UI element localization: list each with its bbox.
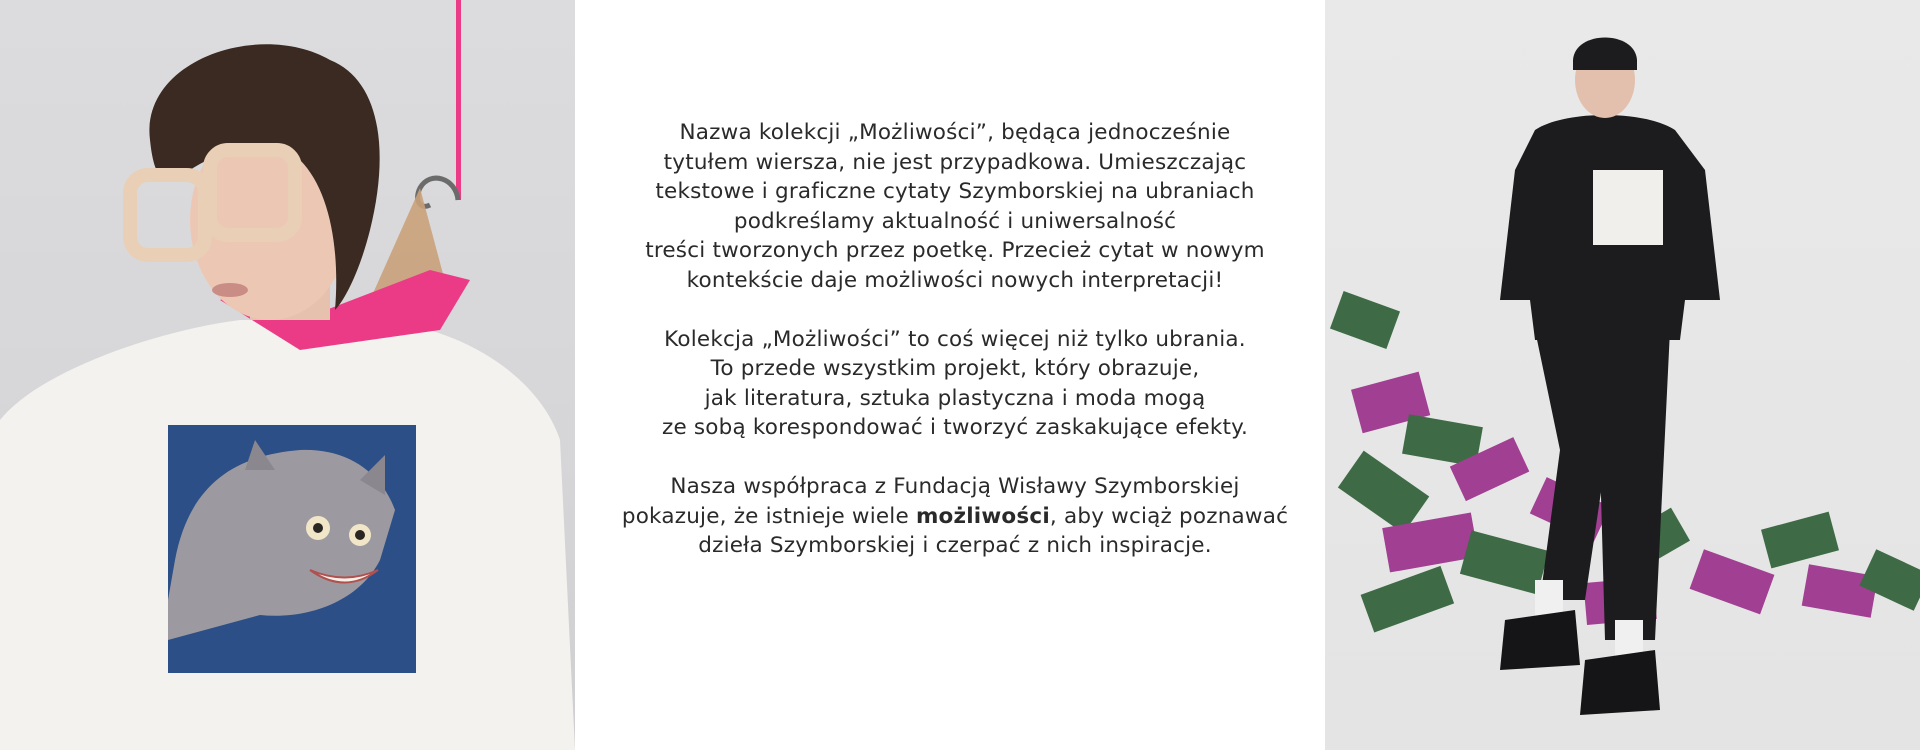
text-line: treści tworzonych przez poetkę. Przecież cytat w nowym bbox=[645, 238, 1265, 263]
model-photo-right bbox=[1325, 0, 1920, 750]
paragraph-1 bbox=[600, 118, 1310, 295]
text-segment: pokazuje, że istnieje wiele bbox=[621, 503, 916, 529]
text-line: Kolekcja „Możliwości” to coś więcej niż tylko ubrania. bbox=[664, 326, 1246, 352]
text-line: ze sobą korespondować i tworzyć zaskakujące efekty. bbox=[661, 415, 1249, 440]
text-line: jak literatura, sztuka plastyczna i moda mogą bbox=[704, 385, 1206, 411]
beanie bbox=[1573, 38, 1637, 71]
collection-description bbox=[600, 118, 1310, 590]
text-line: podkreślamy aktualność i uniwersalność bbox=[733, 208, 1177, 234]
paragraph-2 bbox=[600, 325, 1310, 443]
model-illustration-left bbox=[0, 0, 575, 750]
text-segment: , aby wciąż poznawać bbox=[1049, 503, 1289, 529]
text-line-with-emphasis bbox=[600, 502, 1310, 532]
hanger-string bbox=[456, 0, 461, 200]
text-line: tekstowe i graficzne cytaty Szymborskiej na ubraniach bbox=[655, 179, 1255, 204]
model-photo-left bbox=[0, 0, 575, 750]
hoodie-patch bbox=[1593, 170, 1663, 245]
text-line: To przede wszystkim projekt, który obrazuje, bbox=[710, 356, 1200, 381]
paragraph-3 bbox=[600, 472, 1310, 561]
text-line: Nazwa kolekcji „Możliwości”, będąca jednocześnie bbox=[679, 120, 1231, 145]
model-illustration-right bbox=[1325, 0, 1920, 750]
text-line: dzieła Szymborskiej i czerpać z nich inspiracje. bbox=[698, 533, 1212, 558]
text-line: tytułem wiersza, nie jest przypadkowa. Umieszczając bbox=[663, 149, 1247, 175]
emphasis-mozliwosci: możliwości bbox=[915, 503, 1050, 529]
text-line: Nasza współpraca z Fundacją Wisławy Szymborskiej bbox=[670, 474, 1240, 499]
text-line: kontekście daje możliwości nowych interpretacji! bbox=[686, 267, 1224, 293]
